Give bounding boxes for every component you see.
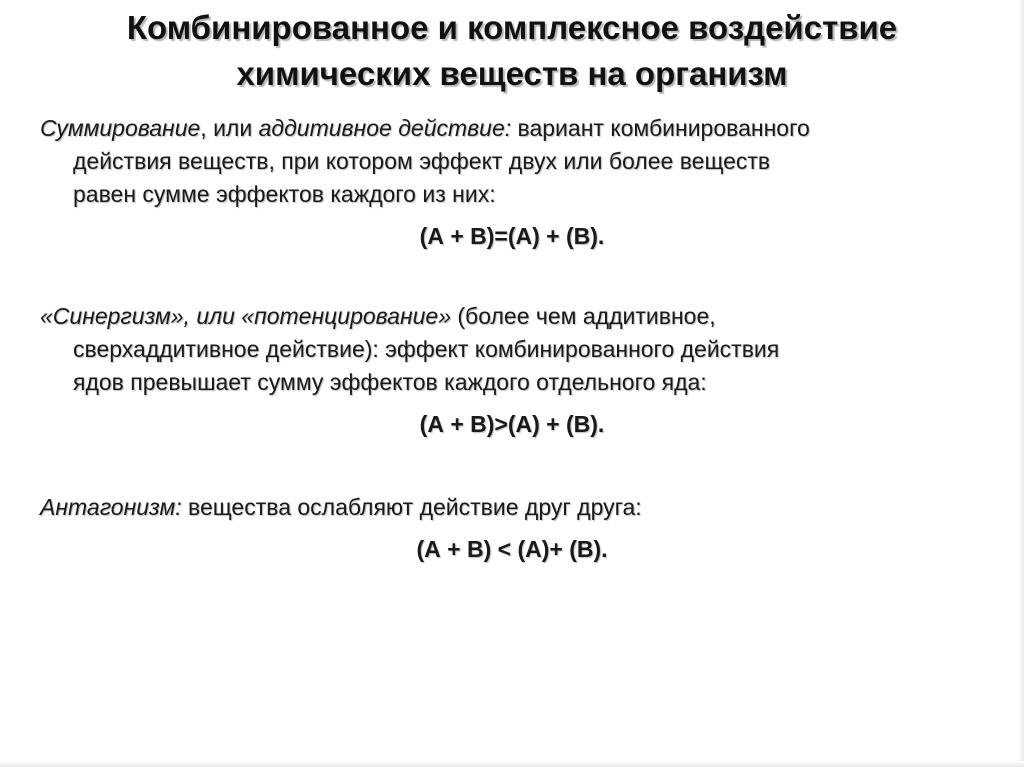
summation-connector: , или — [200, 115, 259, 141]
summation-line-1 — [40, 112, 1000, 145]
synergism-text-1: (более чем аддитивное, — [450, 303, 716, 329]
title-line-2: химических веществ на организм — [236, 55, 788, 92]
antagonism-line-1 — [40, 491, 1000, 524]
slide-title — [0, 5, 1024, 97]
summation-paragraph — [40, 112, 1000, 211]
synergism-term: «Синергизм», или «потенцирование» — [40, 303, 451, 329]
summation-text-1: вариант комбинированного — [511, 115, 810, 141]
antagonism-term: Антагонизм: — [40, 494, 182, 520]
antagonism-paragraph — [40, 491, 1000, 524]
summation-line-3: равен сумме эффектов каждого из них: — [73, 181, 496, 207]
synergism-line-1 — [40, 300, 1000, 333]
slide-edge-right — [1018, 0, 1024, 767]
slide-edge-bottom — [0, 761, 1024, 767]
antagonism-formula: (А + В) < (А)+ (В). — [416, 536, 608, 562]
title-line-1: Комбинированное и комплексное воздействие — [126, 9, 898, 46]
synergism-paragraph — [40, 300, 1000, 399]
summation-line-2: действия веществ, при котором эффект двух или более веществ — [73, 148, 771, 174]
synergism-formula: (А + В)>(А) + (В). — [419, 411, 605, 437]
summation-term: Суммирование — [40, 115, 201, 141]
additive-term: аддитивное действие: — [258, 115, 512, 141]
antagonism-text-1: вещества ослабляют действие друг друга: — [181, 494, 642, 520]
synergism-line-2: сверхаддитивное действие): эффект комбинированного действия — [73, 336, 780, 362]
summation-formula: (А + В)=(А) + (В). — [419, 223, 605, 249]
synergism-line-3: ядов превышает сумму эффектов каждого отдельного яда: — [73, 369, 707, 395]
